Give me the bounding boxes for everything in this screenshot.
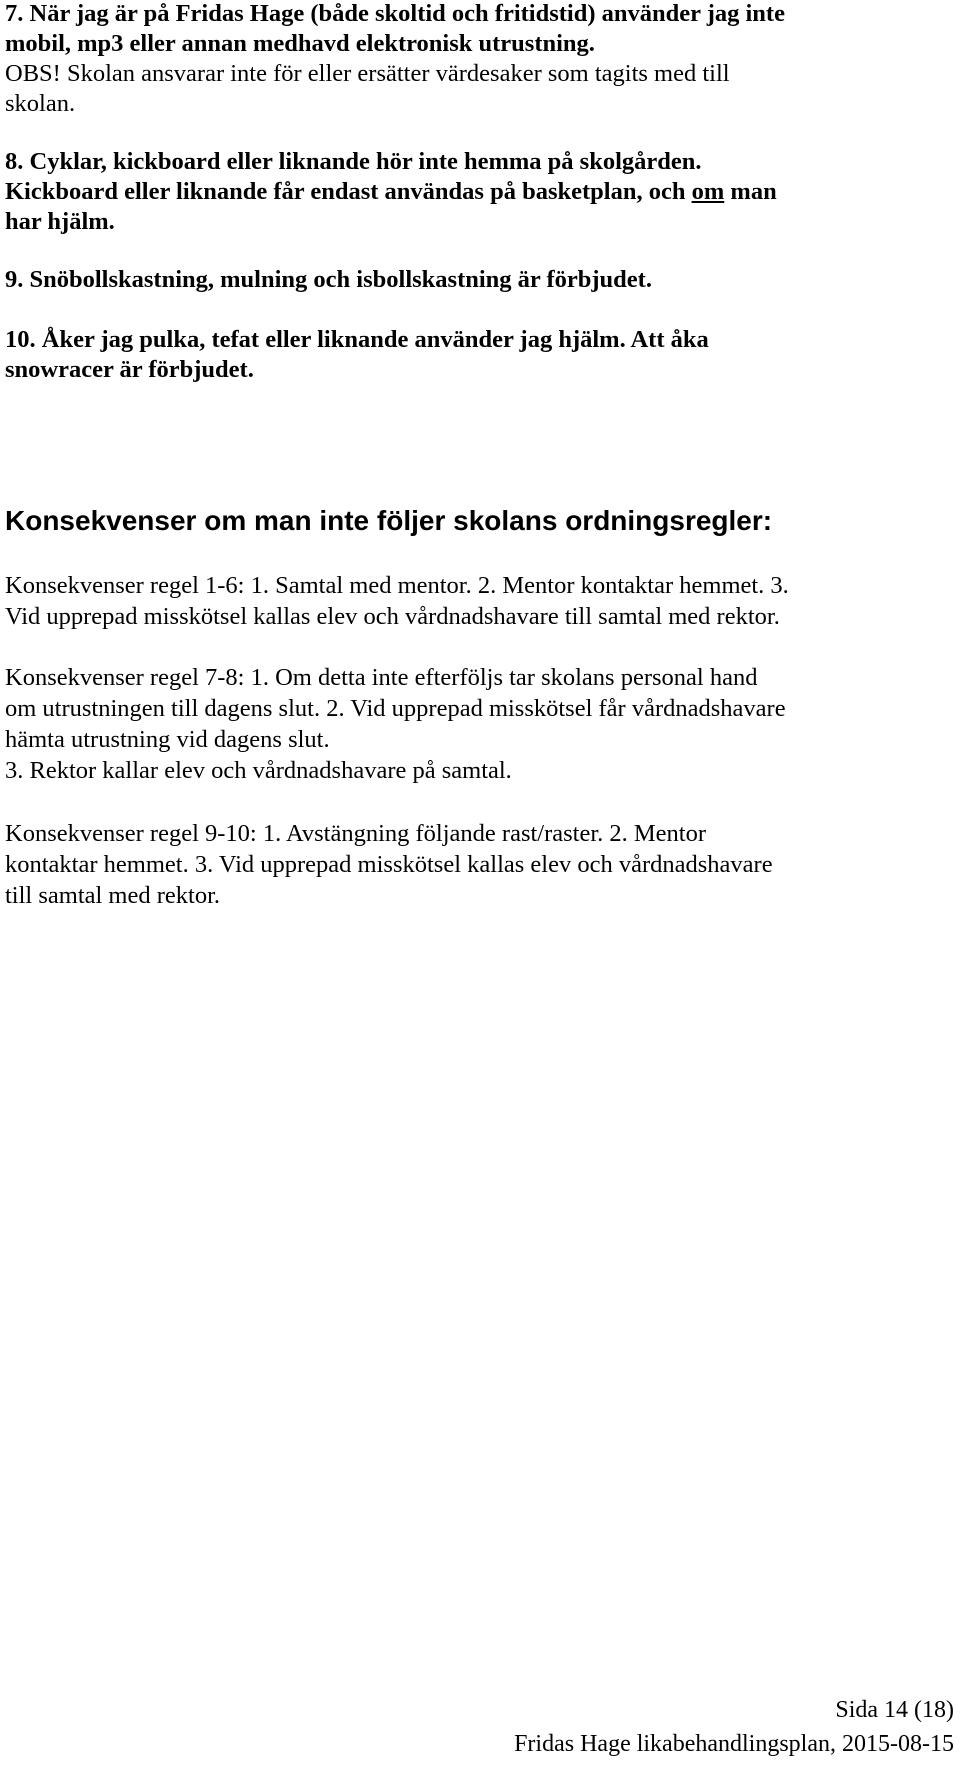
document-title: Fridas Hage likabehandlingsplan, 2015-08-15	[514, 1731, 954, 1757]
consequences-9-10-line-3: till samtal med rektor.	[5, 882, 221, 909]
rule-8-line-2	[5, 176, 777, 207]
rule-7-line-2: mobil, mp3 eller annan medhavd elektronisk utrustning.	[5, 30, 595, 57]
rule-10-line-2: snowracer är förbjudet.	[5, 356, 254, 383]
consequences-7-8-line-2: om utrustningen till dagens slut. 2. Vid upprepad misskötsel får vårdnadshavare	[5, 695, 786, 722]
consequences-1-6-line-2: Vid upprepad misskötsel kallas elev och vårdnadshavare till samtal med rektor.	[5, 603, 780, 630]
rule-7-note-line-2: skolan.	[5, 90, 76, 117]
consequences-heading: Konsekvenser om man inte följer skolans ordningsregler:	[5, 505, 773, 536]
consequences-1-6-line-1: Konsekvenser regel 1-6: 1. Samtal med mentor. 2. Mentor kontaktar hemmet. 3.	[5, 572, 789, 599]
consequences-9-10-line-2: kontaktar hemmet. 3. Vid upprepad misskötsel kallas elev och vårdnadshavare	[5, 851, 773, 878]
rule-10-line-1: 10. Åker jag pulka, tefat eller liknande använder jag hjälm. Att åka	[5, 326, 709, 353]
rule-8-line-2-post: man	[724, 178, 777, 205]
rule-8-line-3: har hjälm.	[5, 208, 115, 235]
consequences-9-10-line-1: Konsekvenser regel 9-10: 1. Avstängning följande rast/raster. 2. Mentor	[5, 820, 707, 847]
consequences-7-8-line-3: hämta utrustning vid dagens slut.	[5, 726, 330, 753]
rule-8-line-1: 8. Cyklar, kickboard eller liknande hör inte hemma på skolgården.	[5, 148, 702, 175]
rule-7-line-1: 7. När jag är på Fridas Hage (både skoltid och fritidstid) använder jag inte	[5, 0, 785, 27]
rule-8-line-2-pre: Kickboard eller liknande får endast användas på basketplan, och	[5, 178, 692, 205]
rule-9-line-1: 9. Snöbollskastning, mulning och isbollskastning är förbjudet.	[5, 266, 652, 293]
page-number: Sida 14 (18)	[835, 1697, 954, 1723]
consequences-7-8-line-4: 3. Rektor kallar elev och vårdnadshavare på samtal.	[5, 757, 512, 784]
rule-8-underlined-word: om	[691, 178, 725, 205]
consequences-7-8-line-1: Konsekvenser regel 7-8: 1. Om detta inte efterföljs tar skolans personal hand	[5, 664, 758, 691]
rule-7-note-line-1: OBS! Skolan ansvarar inte för eller ersätter värdesaker som tagits med till	[5, 60, 730, 87]
